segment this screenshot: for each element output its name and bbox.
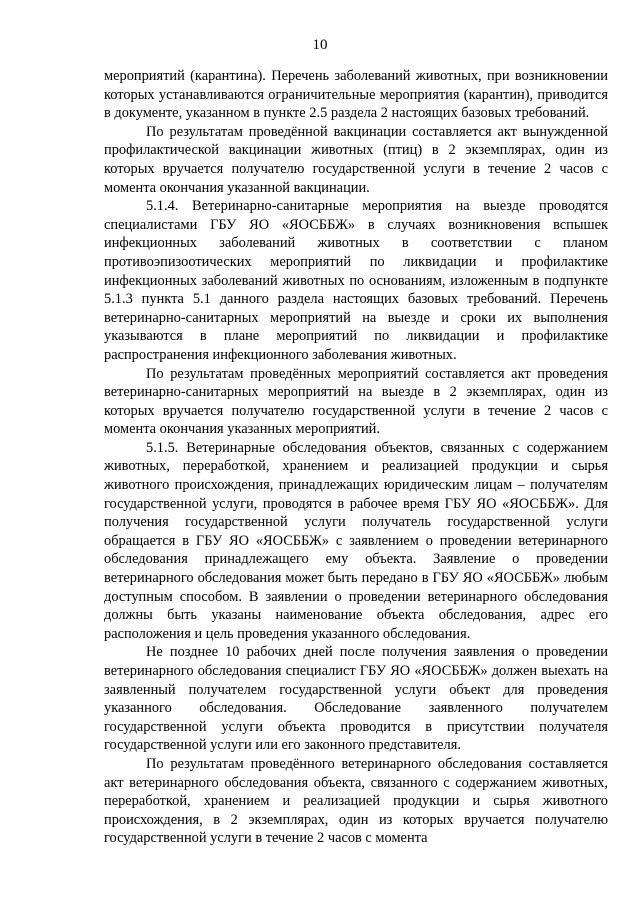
document-body <box>104 67 608 848</box>
paragraph-quarantine-continuation: мероприятий (карантина). Перечень заболеваний животных, при возникновении которых устанавливаются ограничительные мероприятия (карантин), приводится в документе, указанном в пункте 2.5 раздела 2 настоящих базовых требований. <box>104 68 608 122</box>
paragraph-vaccination-act: По результатам проведённой вакцинации составляется акт вынужденной профилактической вакцинации животных (птиц) в 2 экземплярах, один из которых вручается получателю государственной услуги в течение 2 часов с момента окончания указанной вакцинации. <box>104 123 608 196</box>
paragraph-5-1-5: 5.1.5. Ветеринарные обследования объектов, связанных с содержанием животных, переработкой, хранением и реализацией продукции и сырья животного происхождения, принадлежащих юридическим лицам – получателям государственной услуги, проводятся в рабочее время ГБУ ЯО «ЯОСББЖ». Для получения государственной услуги получатель государственной услуги обращается в ГБУ ЯО «ЯОСББЖ» с заявлением о проведении ветеринарного обследования принадлежащего ему объекта. Заявление о проведении ветеринарного обследования может быть передано в ГБУ ЯО «ЯОСББЖ» любым доступным способом. В заявлении о проведении ветеринарного обследования должны быть указаны наименование объекта обследования, адрес его расположения и цель проведения указанного обследования. <box>104 439 608 642</box>
paragraph-5-1-4: 5.1.4. Ветеринарно-санитарные мероприятия на выезде проводятся специалистами ГБУ ЯО «ЯОСББЖ» в случаях возникновения вспышек инфекционных заболеваний животных в соответствии с планом противоэпизоотических мероприятий по ликвидации и профилактике инфекционных заболеваний животных по основаниям, изложенным в подпункте 5.1.3 пункта 5.1 данного раздела настоящих базовых требований. Перечень ветеринарно-санитарных мероприятий на выезде и сроки их выполнения указываются в плане мероприятий по ликвидации и профилактике распространения инфекционного заболевания животных. <box>104 198 608 363</box>
paragraph-field-measures-act: По результатам проведённых мероприятий составляется акт проведения ветеринарно-санитарных мероприятий на выезде в 2 экземплярах, один из которых вручается получателю государственной услуги в течение 2 часов с момента окончания указанных мероприятий. <box>104 365 608 438</box>
paragraph-inspection-act: По результатам проведённого ветеринарного обследования составляется акт ветеринарного обследования объекта, связанного с содержанием животных, переработкой, хранением и реализацией продукции и сырья животного происхождения, в 2 экземплярах, один из которых вручается получателю государственной услуги в течение 2 часов с момента <box>104 755 608 847</box>
page-number: 10 <box>312 37 328 53</box>
paragraph-inspection-deadline: Не позднее 10 рабочих дней после получения заявления о проведении ветеринарного обследования специалист ГБУ ЯО «ЯОСББЖ» должен выехать на заявленный получателем государственной услуги объект для проведения указанного обследования. Обследование заявленного получателем государственной услуги объекта проводится в присутствии получателя государственной услуги или его законного представителя. <box>104 644 608 754</box>
